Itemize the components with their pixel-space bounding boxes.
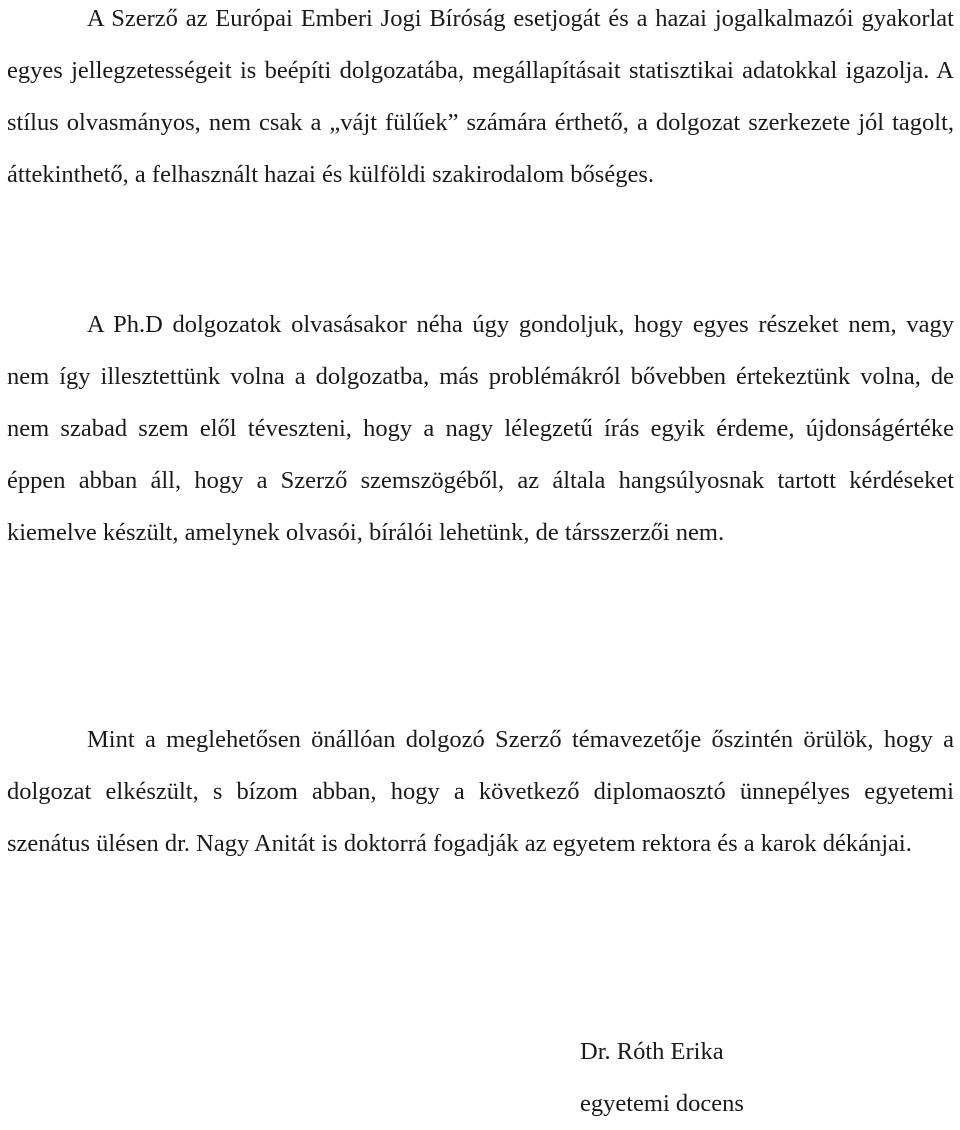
signature-title: egyetemi docens [580,1089,744,1117]
paragraph-phd-remarks: A Ph.D dolgozatok olvasásakor néha úgy gondoljuk, hogy egyes részeket nem, vagy nem így illesztettünk volna a dolgozatba, más problémákról bővebben értekeztünk volna, de nem szabad szem elől téveszteni, hogy a nagy lélegzetű írás egyik érdeme, újdonságértéke éppen abban áll, hogy a Szerző szemszögéből, az általa hangsúlyosnak tartott kérdéseket kiemelve készült, amelynek olvasói, bírálói lehetünk, de társszerzői nem. [7,311,954,546]
paragraph-supervisor-statement: Mint a meglehetősen önállóan dolgozó Szerző témavezetője őszintén örülök, hogy a dolgozat elkészült, s bízom abban, hogy a következő diplomaosztó ünnepélyes egyetemi szenátus ülésen dr. Nagy Anitát is doktorrá fogadják az egyetem rektora és a karok dékánjai. [7,726,954,857]
paragraph-review-summary: A Szerző az Európai Emberi Jogi Bíróság esetjogát és a hazai jogalkalmazói gyakorlat egyes jellegzetességeit is beépíti dolgozatába, megállapításait statisztikai adatokkal igazolja. A stílus olvasmányos, nem csak a „vájt fülűek” számára érthető, a dolgozat szerkezete jól tagolt, áttekinthető, a felhasznált hazai és külföldi szakirodalom bőséges. [7,5,954,188]
signature-name: Dr. Róth Erika [580,1038,724,1065]
signature-block [580,1026,744,1130]
